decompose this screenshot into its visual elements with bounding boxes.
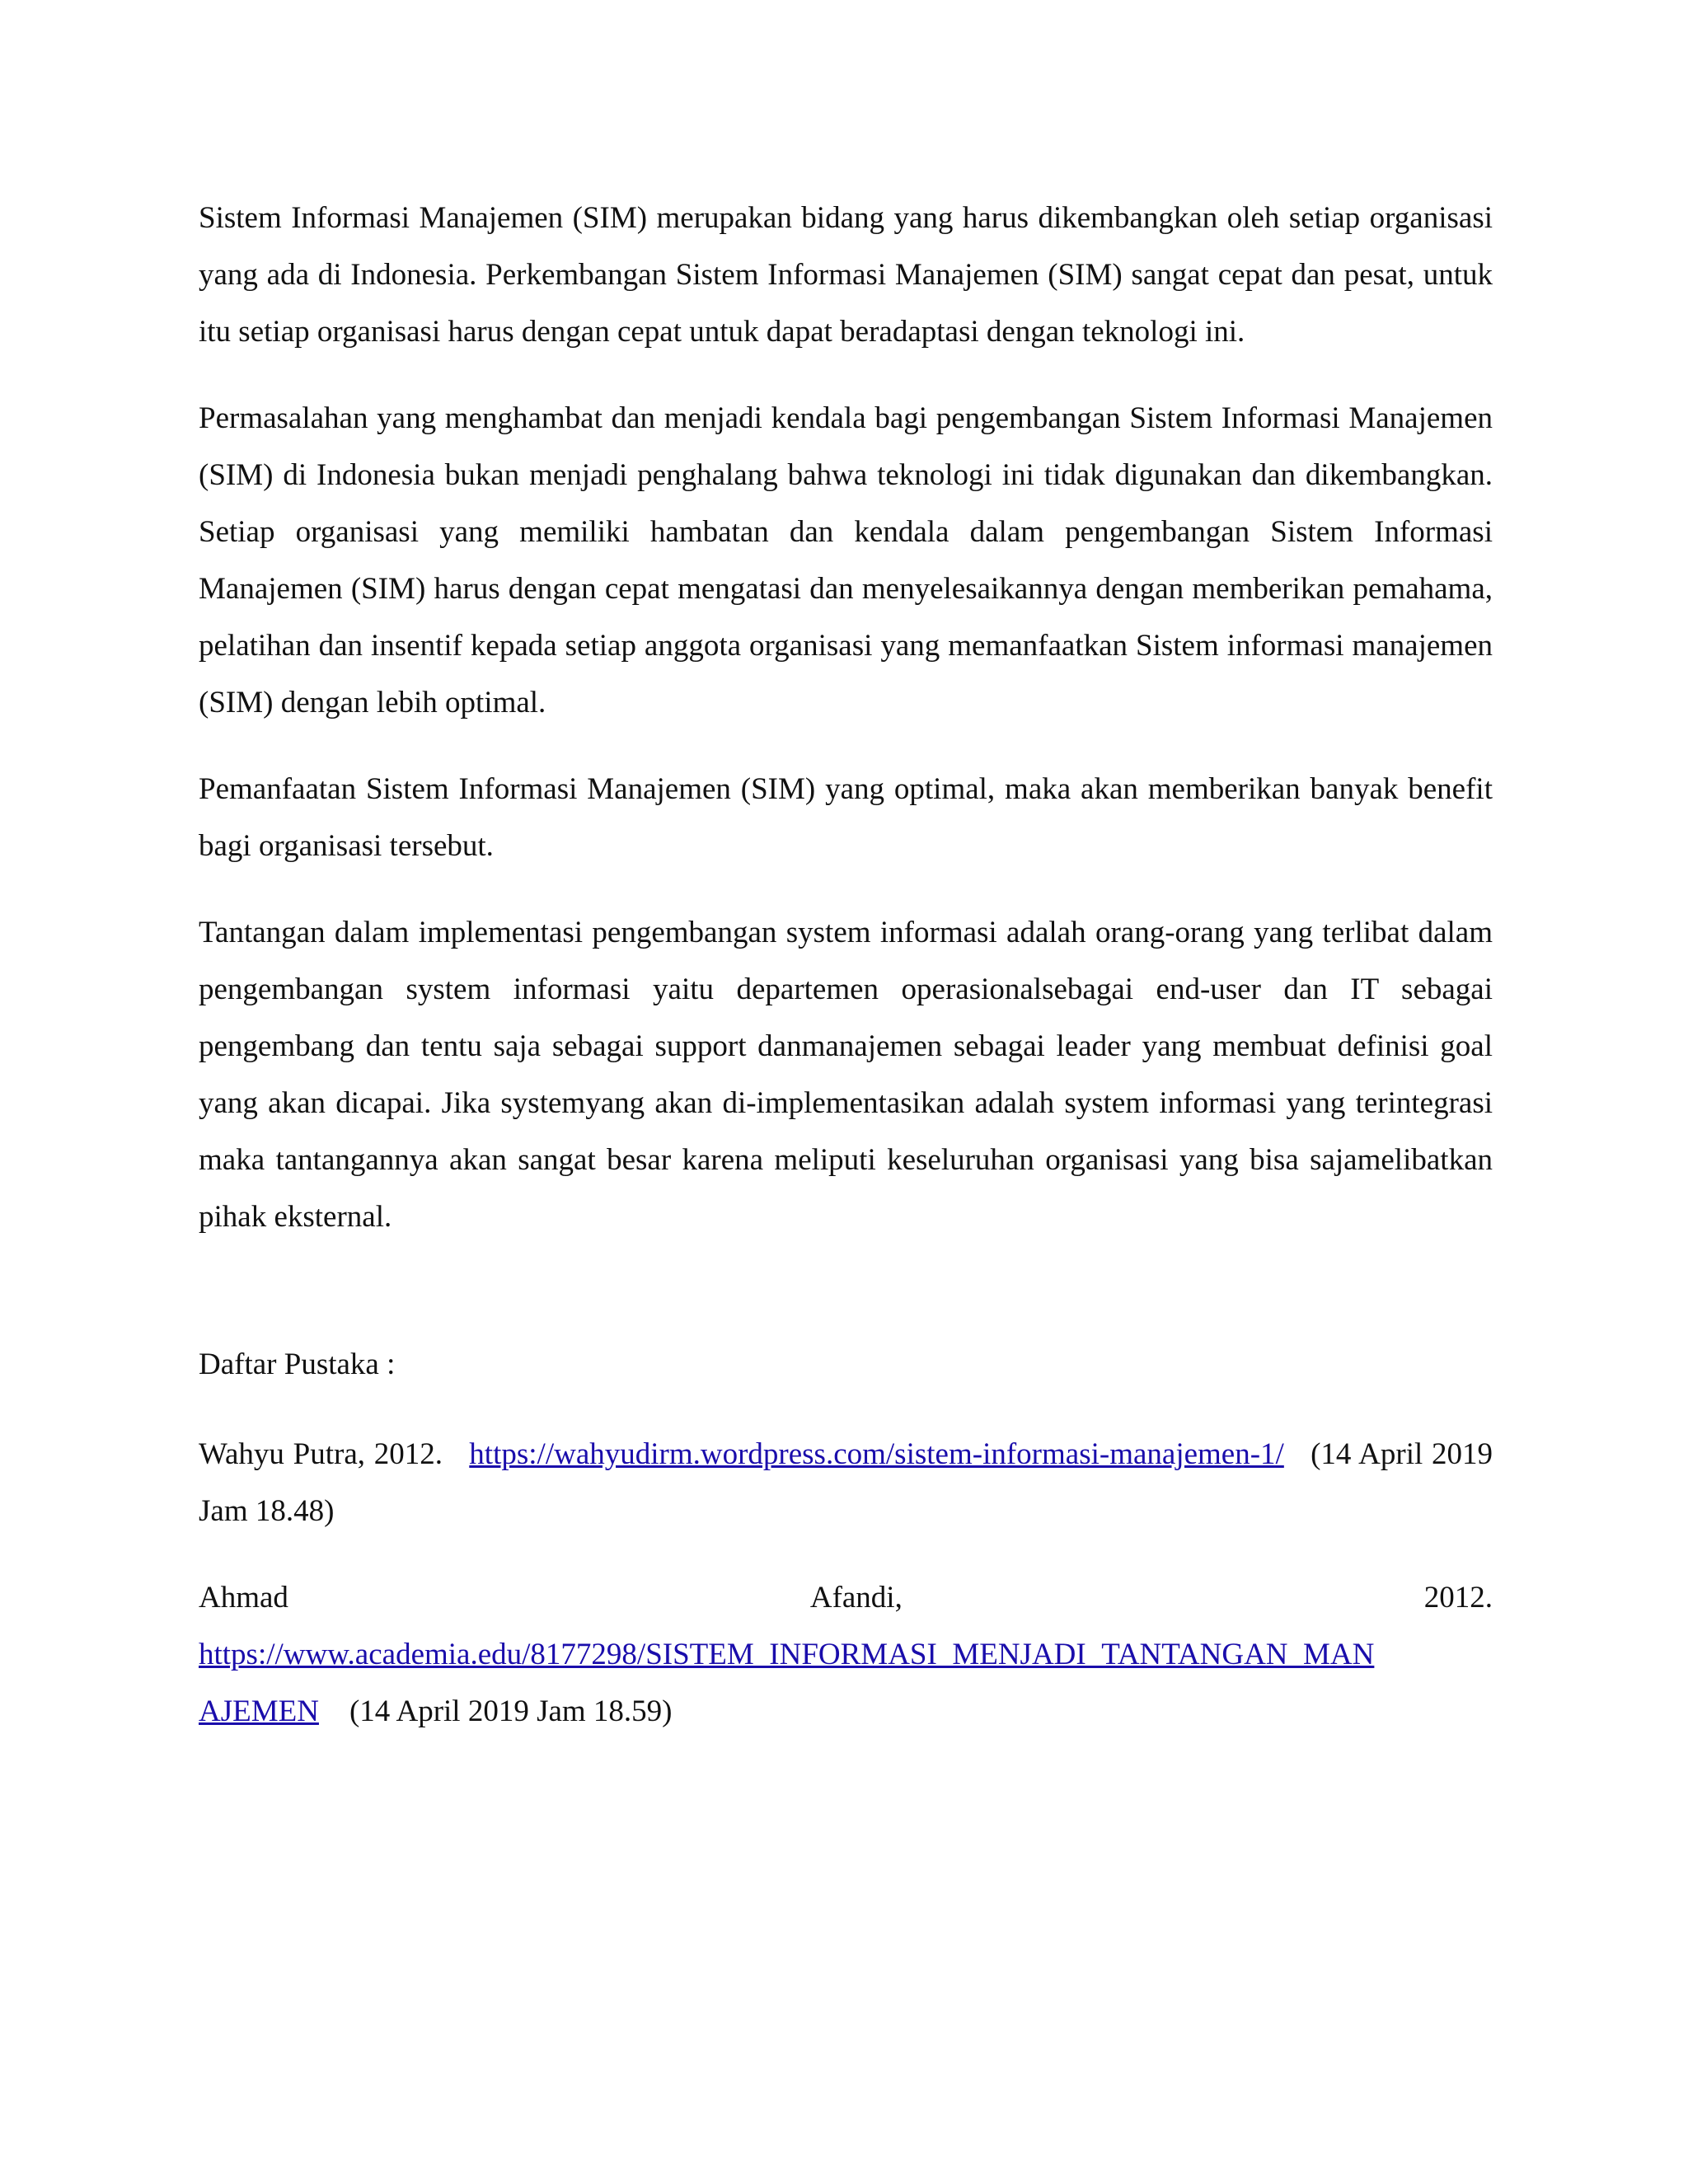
reference-accessed-date: (14 April 2019 Jam 18.48) [199,1437,1493,1528]
reference-author-last: Afandi, [809,1581,903,1615]
reference-link[interactable]: https://wahyudirm.wordpress.com/sistem-informasi-manajemen-1/ [469,1437,1284,1471]
reference-author-line [199,1569,1493,1626]
reference-link-line [199,1626,1493,1683]
reference-author: Wahyu Putra, 2012. [199,1437,443,1471]
reference-year: 2012. [1423,1581,1493,1615]
reference-author-first: Ahmad [199,1581,288,1615]
reference-link[interactable]: https://www.academia.edu/8177298/SISTEM_INFORMASI_MENJADI_TANTANGAN_MAN [199,1638,1375,1671]
reference-link-continuation[interactable]: AJEMEN [199,1694,319,1728]
paragraph-sim-challenges: Tantangan dalam implementasi pengembangan system informasi adalah orang-orang yang terlibat dalam pengembangan system informasi yaitu departemen operasionalsebagai end-user dan IT sebagai pengembang dan tentu saja sebagai support danmanajemen sebagai leader yang membuat definisi goal yang akan dicapai. Jika systemyang akan di-implementasikan adalah system informasi yang terintegrasi maka tantangannya akan sangat besar karena meliputi keseluruhan organisasi yang bisa sajamelibatkan pihak eksternal. [199,916,1493,1234]
reference-item-1 [199,1426,1493,1540]
document-page [199,190,1493,1769]
reference-accessed-date: (14 April 2019 Jam 18.59) [349,1694,673,1728]
reference-link-continuation-line [199,1683,1493,1740]
paragraph-sim-problems: Permasalahan yang menghambat dan menjadi kendala bagi pengembangan Sistem Informasi Manajemen (SIM) di Indonesia bukan menjadi penghalang bahwa teknologi ini tidak digunakan dan dikembangkan. Setiap organisasi yang memiliki hambatan dan kendala dalam pengembangan Sistem Informasi Manajemen (SIM) harus dengan cepat mengatasi dan menyelesaikannya dengan memberikan pemahama, pelatihan dan insentif kepada setiap anggota organisasi yang memanfaatkan Sistem informasi manajemen (SIM) dengan lebih optimal. [199,401,1493,719]
references-heading: Daftar Pustaka : [199,1347,396,1381]
reference-item-2 [199,1569,1493,1740]
paragraph-sim-benefits: Pemanfaatan Sistem Informasi Manajemen (SIM) yang optimal, maka akan memberikan banyak benefit bagi organisasi tersebut. [199,772,1493,863]
paragraph-sim-intro: Sistem Informasi Manajemen (SIM) merupakan bidang yang harus dikembangkan oleh setiap organisasi yang ada di Indonesia. Perkembangan Sistem Informasi Manajemen (SIM) sangat cepat dan pesat, untuk itu setiap organisasi harus dengan cepat untuk dapat beradaptasi dengan teknologi ini. [199,201,1493,349]
